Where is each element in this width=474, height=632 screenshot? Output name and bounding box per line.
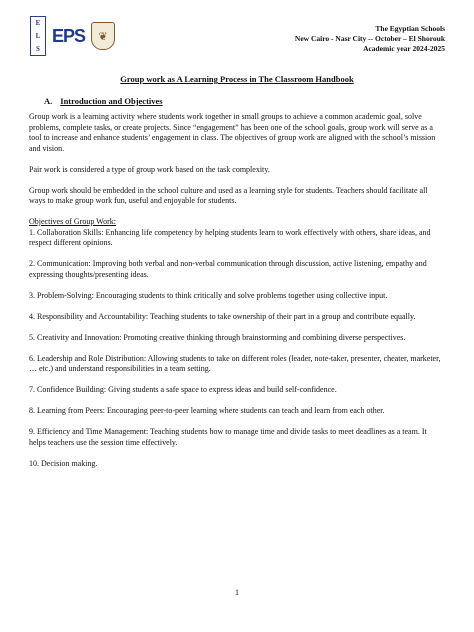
school-branches: New Cairo - Nasr City -- October – El Shorouk [294,34,445,43]
objective-item: 4. Responsibility and Accountability: Teaching students to take ownership of their part in a group and contribute equally. [29,311,416,321]
objective-item: 1. Collaboration Skills: Enhancing life competency by helping students learn to work effectively with others, share ideas, and respect different opinions. [29,227,431,247]
school-name: The Egyptian Schools [375,24,445,33]
page-number: 1 [235,588,239,597]
objective-item: 5. Creativity and Innovation: Promoting creative thinking through brainstorming and combining diverse perspectives. [29,332,406,342]
els-letter-s: S [36,44,40,53]
els-letter-e: E [35,19,41,28]
objective-item: 8. Learning from Peers: Encouraging peer-to-peer learning where students can teach and learn from each other. [29,406,385,415]
culture-paragraph: Group work should be embedded in the school culture and used as a learning style for students. Teachers should facilitate all ways to make group work fun, useful and enjoyable for students. [29,185,428,205]
objective-item: 2. Communication: Improving both verbal and non-verbal communication through discussion, active listening, empathy and expressing thoughts/presenting ideas. [29,259,427,279]
objective-item: 10. Decision making. [29,458,98,468]
objective-item: 9. Efficiency and Time Management: Teaching students how to manage time and divide tasks to meet deadlines as a team. It helps teachers use the session time effectively. [29,427,427,447]
objective-item: 3. Problem-Solving: Encouraging students to think critically and solve problems together using collective input. [29,290,388,300]
objective-item: 7. Confidence Building: Giving students a safe space to express ideas and build self-confidence. [29,385,337,394]
section-letter: A. [44,96,53,106]
objective-item: 6. Leadership and Role Distribution: Allowing students to take on different roles (leader, note-taker, presenter, cheater, marketer, … etc.) and understand responsibilities in a team setting. [29,353,441,373]
school-logos [30,16,115,56]
section-heading-text: Introduction and Objectives [60,96,163,106]
document-title: Group work as A Learning Process in The Classroom Handbook [120,74,354,84]
els-letter-l: L [35,31,41,40]
intro-paragraph: Group work is a learning activity where students work together in small groups to achieve a common academic goal, solve problems, complete tasks, or create projects. Since “engagement” has been one of the school goals, group work will serve as a tool to increase and enhance students’ engagement in class. The objectives of group work are aligned with the school’s mission and vision. [29,112,436,153]
school-crest-logo: ❦ [91,22,115,50]
section-heading [44,96,163,106]
objectives-heading: Objectives of Group Work: [29,217,116,226]
eps-logo: EPS [52,25,86,46]
school-header [295,24,445,54]
pair-work-paragraph: Pair work is considered a type of group work based on the task complexity. [29,164,270,174]
document-body [29,112,445,480]
els-logo [30,16,46,56]
academic-year: Academic year 2024-2025 [363,44,445,53]
